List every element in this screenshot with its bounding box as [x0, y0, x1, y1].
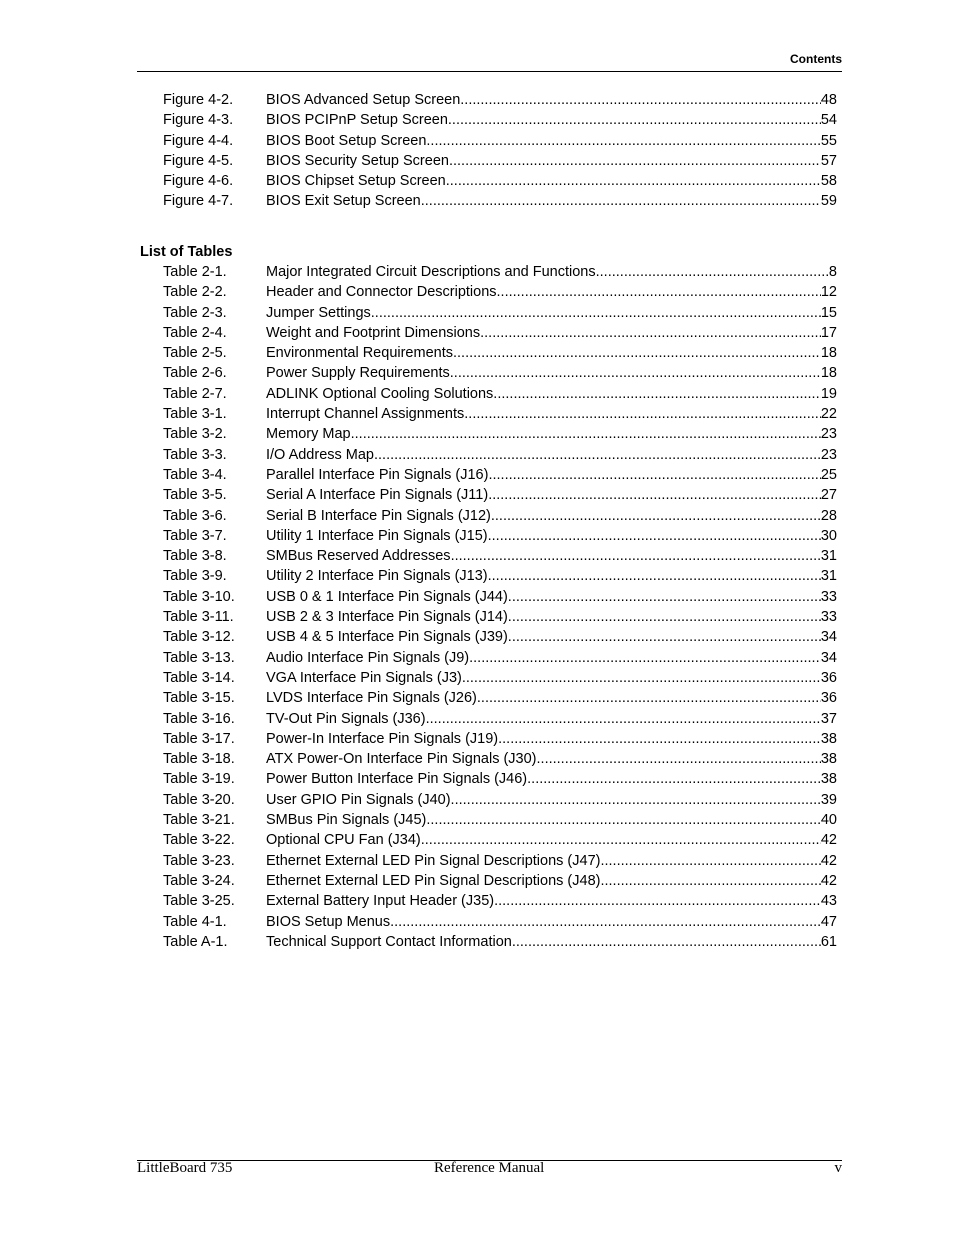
toc-entry-page: 36	[820, 690, 837, 707]
toc-leader-dots	[480, 325, 821, 341]
toc-entry[interactable]	[163, 345, 837, 365]
toc-entry-page: 30	[820, 527, 837, 544]
toc-entry-page: 61	[820, 933, 837, 950]
toc-entry-title: TV-Out Pin Signals (J36)	[266, 710, 426, 727]
toc-entry-title: SMBus Pin Signals (J45)	[266, 812, 427, 829]
toc-entry[interactable]	[163, 528, 837, 548]
toc-entry[interactable]	[163, 589, 837, 609]
toc-leader-dots	[421, 832, 821, 848]
toc-entry-title: External Battery Input Header (J35)	[266, 893, 495, 910]
toc-leader-dots	[493, 386, 821, 402]
toc-leader-dots	[488, 487, 821, 503]
toc-entry[interactable]	[163, 173, 837, 193]
toc-entry[interactable]	[163, 690, 837, 710]
toc-entry-page: 57	[820, 152, 837, 169]
toc-entry-title: Header and Connector Descriptions	[266, 284, 497, 301]
toc-leader-dots	[512, 934, 821, 950]
toc-entry[interactable]	[163, 365, 837, 385]
toc-entry-number: Table 2-5.	[163, 345, 227, 362]
list-of-tables	[163, 264, 837, 954]
toc-entry-number: Table 3-17.	[163, 730, 235, 747]
toc-entry-page: 38	[820, 751, 837, 768]
toc-entry-title: Ethernet External LED Pin Signal Descriptions (J48)	[266, 872, 601, 889]
toc-entry[interactable]	[163, 650, 837, 670]
toc-entry-title: Audio Interface Pin Signals (J9)	[266, 649, 470, 666]
toc-entry[interactable]	[163, 487, 837, 507]
toc-entry-number: Table 3-3.	[163, 446, 227, 463]
toc-entry-page: 37	[820, 710, 837, 727]
toc-entry-page: 55	[820, 132, 837, 149]
toc-entry-number: Table 3-13.	[163, 649, 235, 666]
toc-entry-page: 8	[828, 264, 837, 280]
toc-entry-title: Utility 2 Interface Pin Signals (J13)	[266, 568, 488, 585]
toc-entry-number: Table 3-11.	[163, 609, 234, 626]
toc-entry-number: Table 3-24.	[163, 872, 235, 889]
toc-entry-number: Table 3-22.	[163, 832, 235, 849]
toc-entry-number: Table 3-5.	[163, 487, 227, 504]
footer-product-name: LittleBoard 735	[137, 1160, 233, 1176]
toc-entry-number: Table 3-19.	[163, 771, 235, 788]
toc-entry[interactable]	[163, 711, 837, 731]
toc-entry-number: Table 3-21.	[163, 812, 235, 829]
toc-entry-title: Power-In Interface Pin Signals (J19)	[266, 730, 499, 747]
toc-entry[interactable]	[163, 670, 837, 690]
toc-entry-title: BIOS PCIPnP Setup Screen	[266, 112, 448, 129]
toc-entry-title: LVDS Interface Pin Signals (J26)	[266, 690, 477, 707]
toc-entry-page: 47	[820, 913, 837, 930]
toc-entry-page: 33	[820, 588, 837, 605]
toc-leader-dots	[537, 751, 821, 767]
toc-leader-dots	[426, 711, 821, 727]
toc-entry-title: BIOS Advanced Setup Screen	[266, 92, 461, 108]
toc-leader-dots	[488, 568, 821, 584]
toc-entry-title: USB 2 & 3 Interface Pin Signals (J14)	[266, 609, 508, 626]
toc-entry-title: SMBus Reserved Addresses	[266, 548, 451, 565]
toc-entry-title: VGA Interface Pin Signals (J3)	[266, 669, 462, 686]
toc-entry-number: Table 3-14.	[163, 669, 235, 686]
toc-entry[interactable]	[163, 934, 837, 954]
toc-leader-dots	[600, 873, 820, 889]
toc-entry-page: 25	[820, 466, 837, 483]
toc-entry-number: Table 3-10.	[163, 588, 235, 605]
toc-entry-title: Utility 1 Interface Pin Signals (J15)	[266, 527, 488, 544]
toc-leader-dots	[421, 193, 821, 209]
toc-entry-page: 42	[820, 872, 837, 889]
toc-entry-page: 22	[820, 406, 837, 423]
list-of-tables-heading: List of Tables	[140, 244, 233, 260]
toc-entry-page: 28	[820, 507, 837, 524]
toc-entry-number: Table 3-20.	[163, 791, 235, 808]
footer-page-number: v	[834, 1160, 842, 1176]
toc-leader-dots	[462, 670, 821, 686]
toc-entry-page: 19	[820, 385, 837, 402]
toc-entry-title: Serial B Interface Pin Signals (J12)	[266, 507, 491, 524]
toc-leader-dots	[390, 914, 821, 930]
toc-entry[interactable]	[163, 751, 837, 771]
toc-leader-dots	[426, 812, 820, 828]
toc-entry-title: BIOS Setup Menus	[266, 913, 391, 930]
toc-entry[interactable]	[163, 914, 837, 934]
toc-entry[interactable]	[163, 731, 837, 751]
toc-entry-page: 38	[820, 771, 837, 788]
toc-entry-number: Table 3-6.	[163, 507, 227, 524]
toc-leader-dots	[464, 406, 821, 422]
toc-entry-title: BIOS Security Setup Screen	[266, 152, 449, 169]
toc-leader-dots	[477, 690, 821, 706]
toc-entry-page: 42	[820, 832, 837, 849]
toc-leader-dots	[351, 426, 821, 442]
toc-entry-page: 15	[820, 304, 837, 321]
toc-leader-dots	[498, 731, 821, 747]
toc-entry-title: USB 0 & 1 Interface Pin Signals (J44)	[266, 588, 508, 605]
toc-leader-dots	[451, 792, 821, 808]
toc-entry[interactable]	[163, 193, 837, 213]
toc-entry-title: Serial A Interface Pin Signals (J11)	[266, 487, 489, 504]
toc-entry-page: 31	[820, 568, 837, 585]
toc-entry-number: Table 2-6.	[163, 365, 227, 382]
toc-entry-title: Interrupt Channel Assignments	[266, 406, 465, 423]
toc-entry-page: 18	[820, 365, 837, 382]
toc-leader-dots	[460, 92, 821, 108]
toc-entry[interactable]	[163, 568, 837, 588]
toc-entry[interactable]	[163, 548, 837, 568]
toc-entry-page: 38	[820, 730, 837, 747]
toc-entry-number: Table A-1.	[163, 933, 228, 950]
toc-entry-title: BIOS Exit Setup Screen	[266, 193, 421, 210]
toc-entry-number: Table 3-7.	[163, 527, 227, 544]
toc-leader-dots	[450, 365, 821, 381]
toc-entry-title: Environmental Requirements	[266, 345, 453, 362]
toc-leader-dots	[488, 528, 821, 544]
toc-entry-title: Optional CPU Fan (J34)	[266, 832, 421, 849]
toc-entry-page: 34	[820, 649, 837, 666]
toc-entry[interactable]	[163, 153, 837, 173]
toc-entry-title: Weight and Footprint Dimensions	[266, 324, 481, 341]
header-section-label: Contents	[790, 52, 842, 66]
toc-entry-title: Technical Support Contact Information	[266, 933, 512, 950]
toc-leader-dots	[451, 548, 821, 564]
toc-entry-page: 12	[820, 284, 837, 301]
toc-entry-page: 43	[820, 893, 837, 910]
toc-leader-dots	[426, 133, 820, 149]
toc-entry-page: 23	[820, 446, 837, 463]
toc-entry[interactable]	[163, 853, 837, 873]
toc-entry-number: Table 3-9.	[163, 568, 227, 585]
toc-entry-number: Table 3-25.	[163, 893, 235, 910]
toc-entry-number: Table 4-1.	[163, 913, 227, 930]
toc-entry[interactable]	[163, 305, 837, 325]
toc-entry-title: Jumper Settings	[266, 304, 371, 321]
toc-leader-dots	[446, 173, 821, 189]
toc-entry-page: 31	[820, 548, 837, 565]
toc-leader-dots	[453, 345, 821, 361]
toc-entry[interactable]	[163, 264, 837, 284]
toc-leader-dots	[508, 629, 821, 645]
toc-entry[interactable]	[163, 629, 837, 649]
toc-entry-page: 39	[820, 791, 837, 808]
toc-leader-dots	[527, 771, 821, 787]
toc-leader-dots	[600, 853, 820, 869]
toc-entry-page: 36	[820, 669, 837, 686]
toc-entry-title: ATX Power-On Interface Pin Signals (J30)	[266, 751, 537, 768]
toc-leader-dots	[494, 893, 821, 909]
toc-entry-number: Table 3-16.	[163, 710, 235, 727]
toc-entry-page: 42	[820, 852, 837, 869]
toc-entry[interactable]	[163, 893, 837, 913]
toc-entry-number: Table 3-2.	[163, 426, 227, 443]
toc-entry-number: Table 3-4.	[163, 466, 227, 483]
toc-leader-dots	[488, 467, 820, 483]
toc-entry[interactable]	[163, 92, 837, 112]
toc-entry[interactable]	[163, 426, 837, 446]
toc-entry-number: Figure 4-7.	[163, 193, 234, 210]
toc-entry-page: 54	[820, 112, 837, 129]
toc-entry[interactable]	[163, 112, 837, 132]
toc-entry-page: 58	[820, 173, 837, 190]
toc-entry-number: Figure 4-6.	[163, 173, 234, 190]
toc-entry-page: 48	[820, 92, 837, 108]
toc-entry-number: Table 2-1.	[163, 264, 227, 280]
toc-leader-dots	[449, 153, 821, 169]
toc-entry-number: Table 3-1.	[163, 406, 227, 423]
toc-entry-number: Table 3-12.	[163, 629, 235, 646]
toc-leader-dots	[374, 447, 821, 463]
toc-entry-title: USB 4 & 5 Interface Pin Signals (J39)	[266, 629, 508, 646]
toc-entry[interactable]	[163, 508, 837, 528]
toc-entry-number: Table 2-3.	[163, 304, 227, 321]
toc-entry-page: 40	[820, 812, 837, 829]
toc-entry[interactable]	[163, 467, 837, 487]
toc-entry-page: 18	[820, 345, 837, 362]
toc-entry[interactable]	[163, 832, 837, 852]
toc-leader-dots	[508, 589, 821, 605]
toc-leader-dots	[508, 609, 821, 625]
toc-entry-title: BIOS Boot Setup Screen	[266, 132, 427, 149]
toc-entry-number: Table 3-8.	[163, 548, 227, 565]
toc-entry[interactable]	[163, 447, 837, 467]
list-of-figures	[163, 92, 837, 214]
toc-entry-title: Memory Map	[266, 426, 351, 443]
toc-entry-number: Figure 4-3.	[163, 112, 234, 129]
toc-entry[interactable]	[163, 284, 837, 304]
toc-entry-number: Table 2-2.	[163, 284, 227, 301]
toc-entry-title: User GPIO Pin Signals (J40)	[266, 791, 451, 808]
toc-entry-number: Table 2-4.	[163, 324, 227, 341]
header-divider	[137, 71, 842, 72]
toc-entry-number: Figure 4-4.	[163, 132, 234, 149]
toc-leader-dots	[596, 264, 829, 280]
toc-entry-number: Table 3-15.	[163, 690, 235, 707]
footer-document-type: Reference Manual	[434, 1160, 545, 1176]
toc-entry-title: Parallel Interface Pin Signals (J16)	[266, 466, 489, 483]
toc-entry[interactable]	[163, 609, 837, 629]
toc-entry-title: Power Button Interface Pin Signals (J46)	[266, 771, 528, 788]
toc-entry-title: Power Supply Requirements	[266, 365, 450, 382]
toc-entry-number: Table 3-23.	[163, 852, 235, 869]
toc-leader-dots	[371, 305, 821, 321]
toc-entry[interactable]	[163, 325, 837, 345]
toc-entry-page: 34	[820, 629, 837, 646]
toc-entry-title: I/O Address Map	[266, 446, 374, 463]
toc-entry-page: 27	[820, 487, 837, 504]
toc-leader-dots	[497, 284, 821, 300]
toc-entry-number: Figure 4-2.	[163, 92, 234, 108]
toc-entry-title: ADLINK Optional Cooling Solutions	[266, 385, 494, 402]
toc-entry-page: 23	[820, 426, 837, 443]
toc-entry[interactable]	[163, 771, 837, 791]
toc-entry-page: 33	[820, 609, 837, 626]
toc-entry[interactable]	[163, 792, 837, 812]
toc-entry-page: 17	[820, 324, 837, 341]
toc-leader-dots	[491, 508, 821, 524]
toc-entry[interactable]	[163, 873, 837, 893]
toc-entry[interactable]	[163, 386, 837, 406]
toc-leader-dots	[469, 650, 821, 666]
toc-entry-title: Ethernet External LED Pin Signal Descriptions (J47)	[266, 852, 601, 869]
toc-entry[interactable]	[163, 133, 837, 153]
toc-entry-title: Major Integrated Circuit Descriptions and Functions	[266, 264, 596, 280]
toc-entry-title: BIOS Chipset Setup Screen	[266, 173, 446, 190]
toc-entry-page: 59	[820, 193, 837, 210]
toc-entry[interactable]	[163, 812, 837, 832]
toc-entry-number: Table 3-18.	[163, 751, 235, 768]
toc-leader-dots	[448, 112, 821, 128]
toc-entry-number: Table 2-7.	[163, 385, 227, 402]
toc-entry[interactable]	[163, 406, 837, 426]
toc-entry-number: Figure 4-5.	[163, 152, 234, 169]
